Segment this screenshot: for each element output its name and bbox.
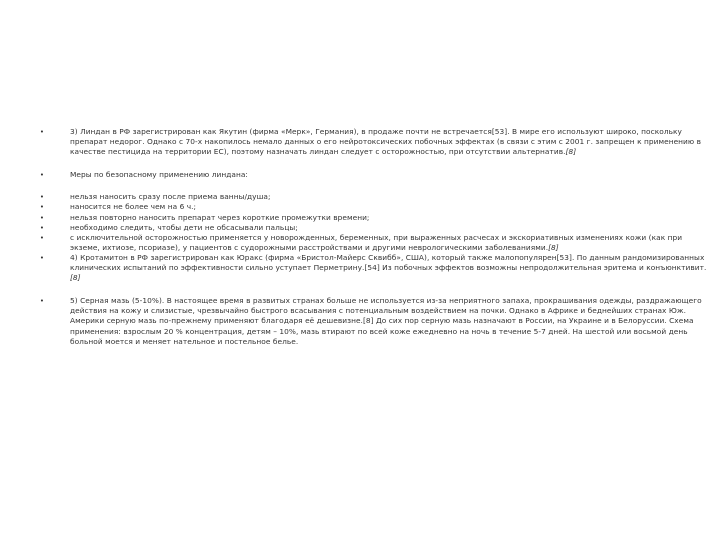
list-item-safety-4 bbox=[38, 223, 710, 233]
bullet-icon: • bbox=[39, 253, 45, 262]
bullet-list bbox=[38, 127, 710, 347]
item-text: нельзя повторно наносить препарат через короткие промежутки времени; bbox=[70, 212, 370, 222]
list-item-safety-5 bbox=[38, 233, 710, 253]
list-item-safety-header bbox=[38, 170, 710, 180]
citation-ref: [8] bbox=[565, 147, 577, 157]
item-text: 4) Кротамитон в РФ зарегистрирован как Юракс (фирма «Бристол-Майерс Сквибб», США), который также малопопулярен[53]. По данным рандомизированных клинических испытаний по эффективности сильно уступает Перметрину.[54] Из побочных эффектов возможны непродолжительная эритема и конъюнктивит. bbox=[70, 252, 707, 273]
list-item-sulfur bbox=[38, 296, 710, 346]
list-item-crotamiton bbox=[38, 253, 710, 283]
item-text: 5) Серная мазь (5-10%). В настоящее время в развитых странах больше не используется из-за неприятного запаха, прокрашивания одежды, раздражающего действия на кожу и слизистые, чрезвычайно быстрого всасывания с потенциальным воздействием на почки. Однако в Африке и беднейших странах Юж. Америки серную мазь по-прежнему применяют благодаря её дешевизне.[8] До сих пор серную мазь назначают в России, на Украине и в Белоруссии. Схема применения: взрослым 20 % концентрация, детям – 10%, мазь втирают по всей коже ежедневно на ночь в течение 5-7 дней. На шестой или восьмой день больной моется и меняет нательное и постельное белье. bbox=[70, 296, 702, 346]
citation-ref: [8] bbox=[70, 273, 81, 283]
list-item-safety-2 bbox=[38, 202, 710, 212]
bullet-icon: • bbox=[39, 233, 45, 242]
bullet-icon: • bbox=[39, 128, 45, 136]
bullet-icon: • bbox=[39, 171, 45, 180]
item-text: с исключительной осторожностью применяется у новорожденных, беременных, при выраженных расчесах и экскориативных изменениях кожи (как при экземе, ихтиозе, псориазе), у пациентов с судорожными расстройствами и другими неврологическими заболеваниями. bbox=[70, 232, 683, 252]
item-text: нельзя наносить сразу после приема ванны/душа; bbox=[70, 192, 271, 202]
bullet-icon: • bbox=[39, 213, 45, 222]
list-item-safety-1 bbox=[38, 192, 710, 202]
item-text: наносится не более чем на 6 ч.; bbox=[70, 202, 197, 212]
bullet-icon: • bbox=[39, 223, 45, 232]
bullet-icon: • bbox=[39, 297, 45, 306]
list-item-lindane bbox=[38, 127, 710, 157]
bullet-icon: • bbox=[39, 193, 45, 202]
item-text: необходимо следить, чтобы дети не обсасывали пальцы; bbox=[70, 222, 298, 232]
item-text: 3) Линдан в РФ зарегистрирован как Якутин (фирма «Мерк», Германия), в продаже почти не встречается[53]. В мире его используют широко, поскольку препарат недорог. Однако с 70-х накопилось немало данных о его нейротоксических побочных эффектах (в связи с этим с 2001 г. запрещен к применению в качестве пестицида на территории ЕС), поэтому назначать линдан следует с осторожностью, при отсутствии альтернатив. bbox=[70, 127, 701, 157]
item-text: Меры по безопасному применению линдана: bbox=[70, 170, 248, 180]
bullet-icon: • bbox=[39, 203, 45, 212]
citation-ref: [8] bbox=[548, 242, 559, 252]
list-item-safety-3 bbox=[38, 213, 710, 223]
